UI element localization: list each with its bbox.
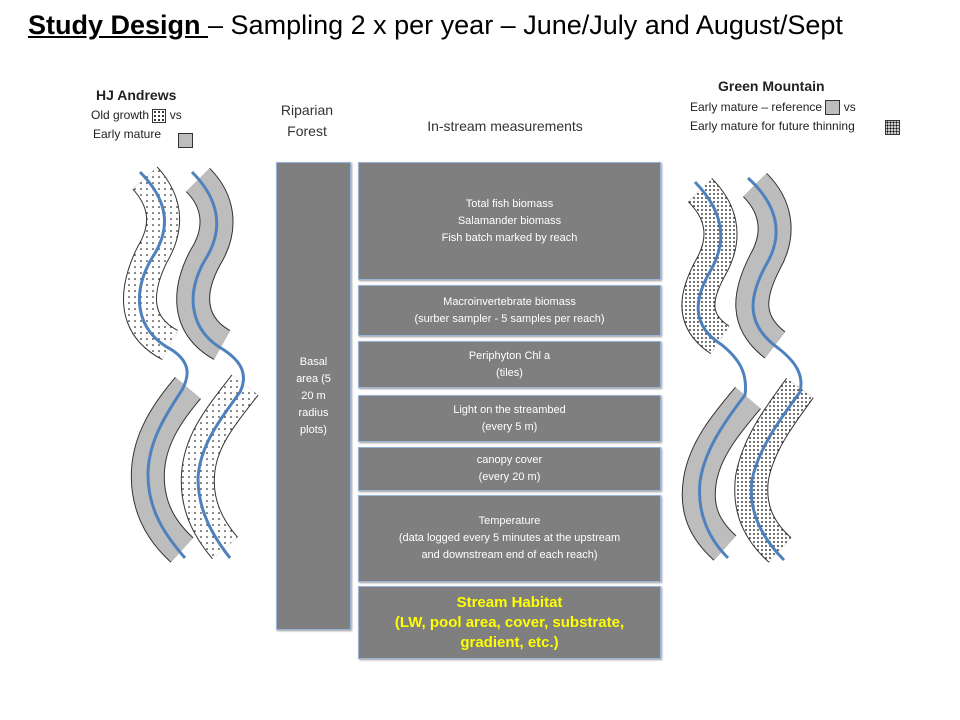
- hj-reach-old-growth-lower: [198, 385, 245, 548]
- measurement-line: Macroinvertebrate biomass: [443, 295, 576, 308]
- measurement-line: Fish batch marked by reach: [441, 231, 578, 244]
- measurement-line: Temperature: [478, 515, 541, 527]
- basal-line: Basal: [299, 355, 328, 368]
- hj-andrews-heading: HJ Andrews: [96, 87, 177, 103]
- measurement-line: (every 5 m): [481, 420, 538, 433]
- gm-thinning-label: Early mature for future thinning: [690, 119, 855, 133]
- measurement-line: Light on the streambed: [453, 403, 566, 416]
- hj-vs-label: vs: [169, 108, 182, 122]
- title-subtitle: – Sampling 2 x per year – June/July and August/Sept: [208, 10, 843, 40]
- measurement-line: (every 20 m): [478, 471, 541, 483]
- green-mountain-heading: Green Mountain: [718, 78, 825, 94]
- hj-old-growth-label: Old growth: [91, 108, 150, 122]
- gm-vs-label: vs: [843, 100, 856, 114]
- basal-line: radius: [298, 406, 329, 419]
- measurement-line: Total fish biomass: [465, 197, 554, 210]
- habitat-line: gradient, etc.): [460, 633, 559, 651]
- instream-header: In-stream measurements: [427, 118, 583, 134]
- hj-early-mature-label: Early mature: [93, 127, 162, 141]
- title-main: Study Design: [28, 10, 209, 40]
- gm-reference-label: Early mature – reference: [690, 100, 823, 114]
- riparian-header-line1: Riparian: [280, 102, 334, 118]
- measurement-line: (tiles): [496, 366, 523, 379]
- measurement-line: (surber sampler - 5 samples per reach): [414, 312, 605, 325]
- habitat-line: (LW, pool area, cover, substrate,: [394, 613, 625, 631]
- measurement-line: Periphyton Chl a: [468, 349, 551, 362]
- measurement-line: canopy cover: [476, 454, 543, 466]
- measurement-line: (data logged every 5 minutes at the upstream: [398, 532, 621, 544]
- riparian-header-line2: Forest: [287, 123, 327, 139]
- measurement-line: and downstream end of each reach): [421, 549, 598, 561]
- habitat-line: Stream Habitat: [456, 593, 563, 611]
- basal-line: 20 m: [301, 389, 326, 402]
- basal-line: plots): [300, 423, 327, 436]
- measurement-line: Salamander biomass: [457, 214, 562, 227]
- basal-line: area (5: [296, 372, 331, 385]
